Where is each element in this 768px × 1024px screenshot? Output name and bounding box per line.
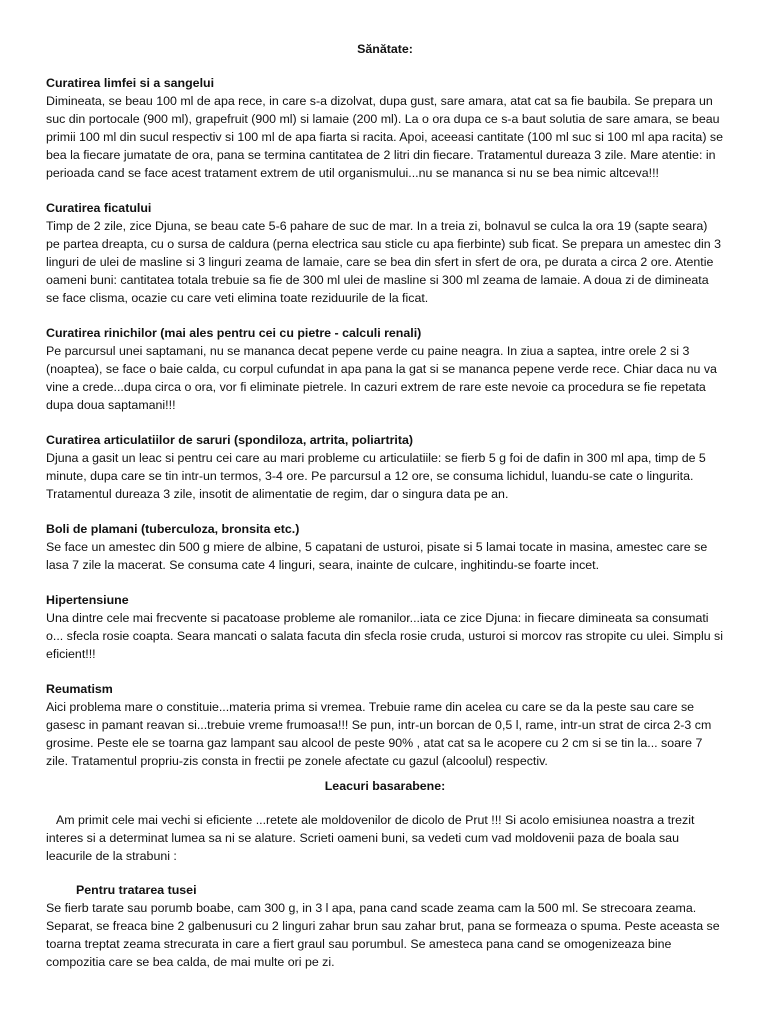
section-body: Pe parcursul unei saptamani, nu se mananca decat pepene verde cu paine neagra. In ziua a saptea, intre orele 2 si 3 (noaptea), se face o baie calda, cu corpul cufundat in apa pana la gat si se mananca pepene verde rece. Chiar daca nu va vine a crede...dupa circa o ora, vor fi eliminate pietrele. In cazuri extrem de rare este nevoie ca procedura se fie repetata dupa doua saptamani!!! [46, 344, 717, 412]
section-articulatii [46, 431, 724, 503]
section-limfa [46, 74, 724, 182]
section-rinichi [46, 324, 724, 414]
section-body: Timp de 2 zile, zice Djuna, se beau cate 5-6 pahare de suc de mar. In a treia zi, bolnavul se culca la ora 19 (sapte seara) pe partea dreapta, cu o sursa de caldura (perna electrica sau sticle cu apa fierbinte) sub ficat. Se prepara un amestec din 3 linguri de ulei de masline si 3 linguri zeama de lamaie, care se bea din sfert in sfert de ora, pe durata a circa 2 ore. Atentie oameni buni: cantitatea totala trebuie sa fie de 300 ml ulei de masline si 300 ml zeama de lamaie. A doua zi de dimineata se face clisma, ocazie cu care veti elimina toate reziduurile de la ficat. [46, 219, 721, 305]
section-title: Boli de plamani (tuberculoza, bronsita etc.) [46, 522, 300, 536]
section-title: Curatirea rinichilor (mai ales pentru cei cu pietre - calculi renali) [46, 326, 422, 340]
intro-paragraph: Am primit cele mai vechi si eficiente ...retete ale moldovenilor de dicolo de Prut !!! Si acolo emisiunea noastra a trezit interes si a determinat lumea sa ni se alature. Scrieti oameni buni, sa vedeti cum vad moldovenii paza de boala sau leacurile de la strabuni : [46, 813, 695, 863]
section-body: Una dintre cele mai frecvente si pacatoase probleme ale romanilor...iata ce zice Djuna: in fiecare dimineata sa consumati o... sfecla rosie coapta. Seara mancati o salata facuta din sfecla rosie cruda, usturoi si morcov ras stropite cu ulei. Simplu si eficient!!! [46, 611, 723, 661]
subsection-title: Pentru tratarea tusei [76, 883, 197, 897]
section-reumatism [46, 680, 724, 770]
section-title: Curatirea ficatului [46, 201, 152, 215]
document-title: Sănătate: [357, 42, 413, 56]
subsection-body: Se fierb tarate sau porumb boabe, cam 300 g, in 3 l apa, pana cand scade zeama cam la 500 ml. Se strecoara zeama. Separat, se freaca bine 2 galbenusuri cu 2 linguri zahar brun sau zahar brut, pana se formeaza o spuma. Peste aceasta se toarna treptat zeama strecurata in care a fiert graul sau porumbul. Se amesteca pana cand se omogenizeaza bine compozitia care se bea calda, de mai multe ori pe zi. [46, 901, 720, 969]
section-title: Reumatism [46, 682, 113, 696]
section-title: Curatirea articulatiilor de saruri (spondiloza, artrita, poliartrita) [46, 433, 413, 447]
section-body: Djuna a gasit un leac si pentru cei care au mari probleme cu articulatiile: se fierb 5 g foi de dafin in 300 ml apa, timp de 5 minute, dupa care se tin intr-un termos, 3-4 ore. Pe parcursul a 12 ore, se consuma lichidul, luandu-se cate o lingurita. Tratamentul dureaza 3 zile, insotit de alimentatie de regim, dar o singura data pe an. [46, 451, 706, 501]
section-plamani [46, 520, 724, 574]
section-body: Aici problema mare o constituie...materia prima si vremea. Trebuie rame din acelea cu care se da la peste sau care se gasesc in pamant reavan si...trebuie vreme frumoasa!!! Se pun, intr-un borcan de 0,5 l, rame, intr-un strat de circa 2-3 cm grosime. Peste ele se toarna gaz lampant sau alcool de peste 90% , atat cat sa le acopere cu 2 cm si se tin la... soare 7 zile. Tratamentul propriu-zis consta in frectii pe zonele afectate cu gazul (alcoolul) respectiv. [46, 700, 712, 768]
section-body: Dimineata, se beau 100 ml de apa rece, in care s-a dizolvat, dupa gust, sare amara, atat cat sa fie baubila. Se prepara un suc din portocale (900 ml), grapefruit (900 ml) si lamaie (200 ml). La o ora dupa ce s-a baut solutia de sare amara, se beau primii 100 ml din sucul respectiv si 100 ml de apa fiarta si racita. Apoi, aceeasi cantitate (100 ml suc si 100 ml apa racita) se bea la fiecare jumatate de ora, pana se termina cantitatea de 2 litri din fiecare. Tratamentul dureaza 3 zile. Mare atentie: in perioada cand se face acest tratament extrem de util organismului...nu se mananca si nu se bea nimic altceva!!! [46, 94, 723, 180]
section-tuse [46, 881, 724, 971]
section-body: Se face un amestec din 500 g miere de albine, 5 capatani de usturoi, pisate si 5 lamai tocate in masina, amestec care se lasa 7 zile la macerat. Se consuma cate 4 linguri, seara, inainte de culcare, inghitindu-se foarte incet. [46, 540, 708, 572]
section-ficat [46, 199, 724, 307]
section-title: Curatirea limfei si a sangelui [46, 76, 215, 90]
section-heading-basarabene: Leacuri basarabene: [324, 779, 446, 793]
section-hipertensiune [46, 591, 724, 663]
section-title: Hipertensiune [46, 593, 129, 607]
